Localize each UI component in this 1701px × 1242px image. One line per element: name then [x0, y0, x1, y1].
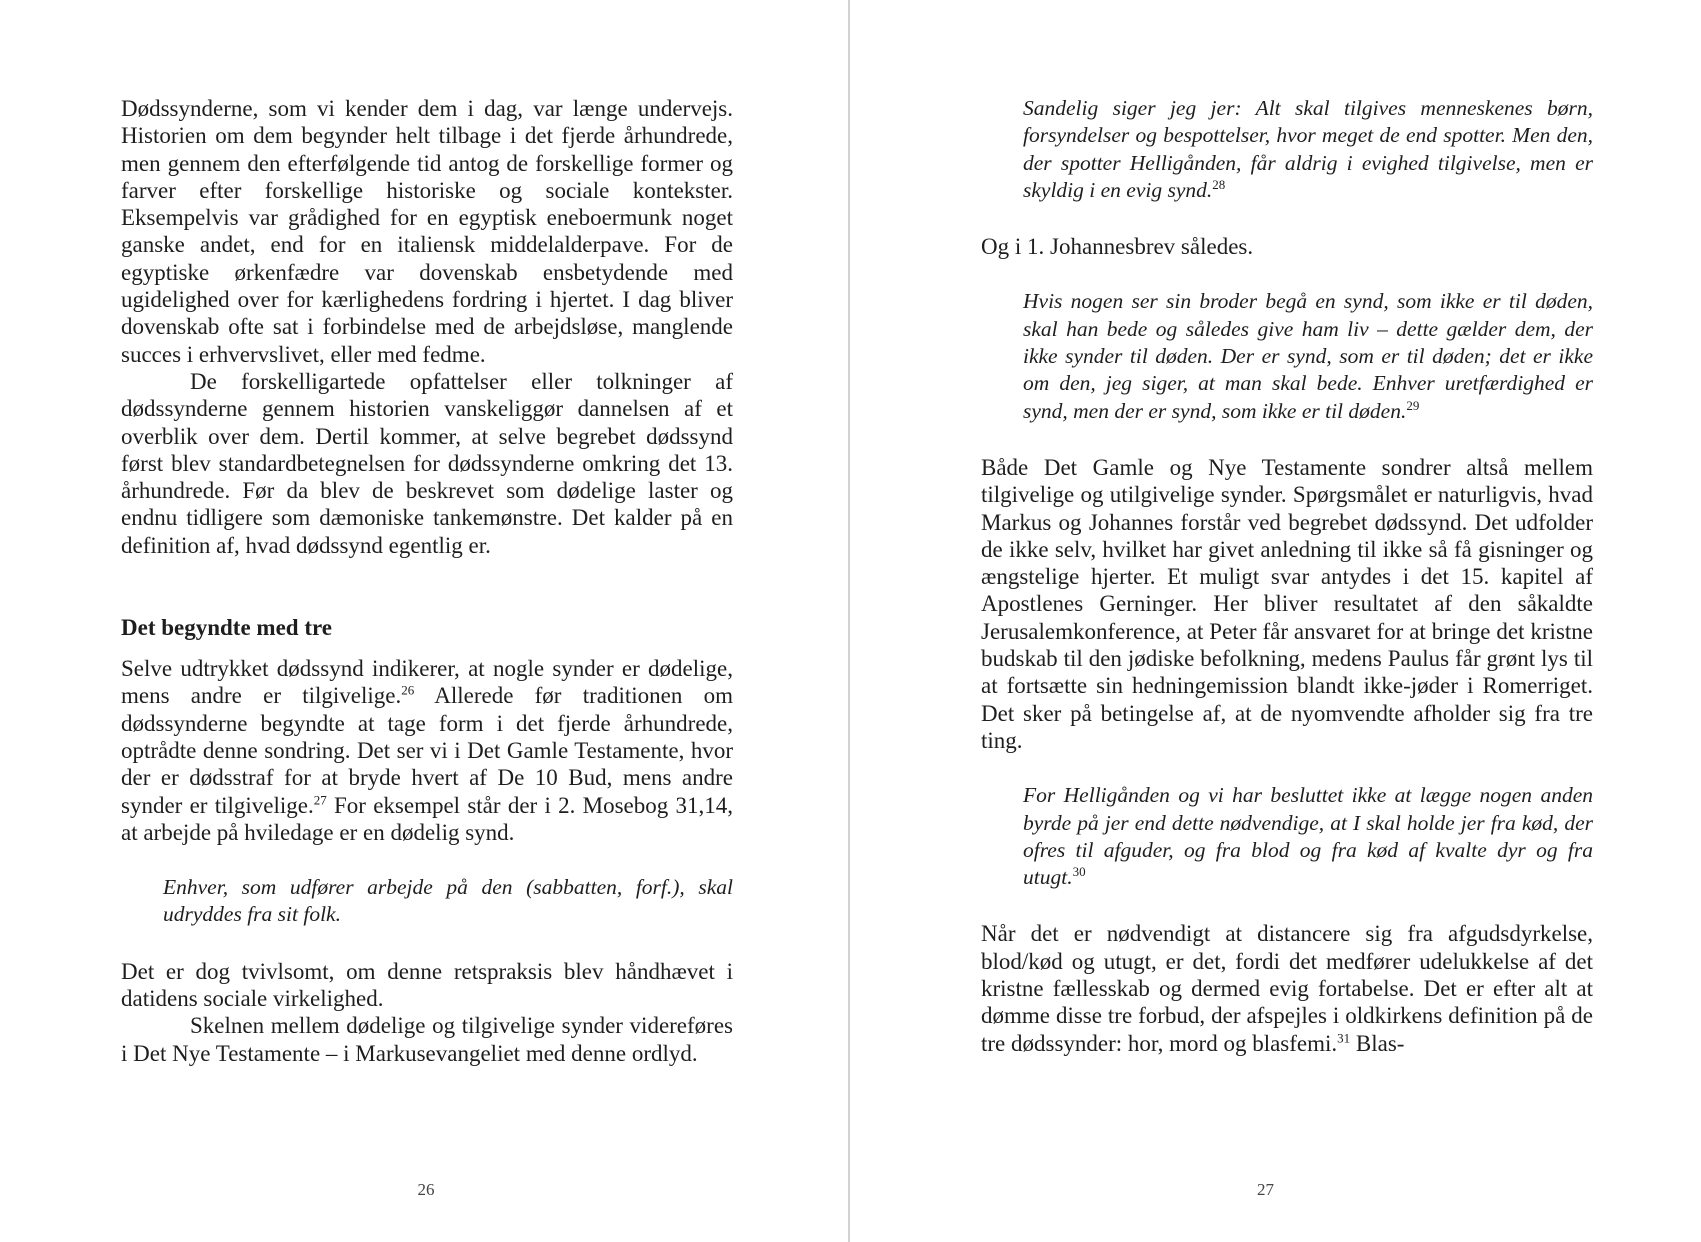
- paragraph-three-sins: [981, 920, 1593, 1056]
- left-page: [0, 0, 848, 1242]
- block-quote-exodus: [121, 874, 733, 929]
- paragraph-new-testament: Skelnen mellem dødelige og tilgivelige synder videreføres i Det Nye Testamente – i Markusevangeliet med denne ordlyd.: [121, 1013, 733, 1066]
- page-number: [850, 1180, 1701, 1200]
- page-number-text: 26: [417, 1180, 435, 1199]
- paragraph-text: Når det er nødvendigt at distancere sig fra afgudsdyrkelse, blod/kød og utugt, er det, fordi det medfører udelukkelse af det kristne fællesskab og dermed evig fortabelse. Det er efter alt at dømme disse tre forbud, der afspejles i oldkirkens definition på de tre dødssynder: hor, mord og blasfemi.: [981, 921, 1593, 1056]
- paragraph-deadly-sins: [121, 655, 733, 846]
- footnote-ref-26: 26: [401, 682, 415, 698]
- right-text-block: [981, 95, 1593, 1057]
- quote-text: Sandelig siger jeg jer: Alt skal tilgives menneskenes børn, forsyndelser og bespottelser, hvor meget de end spotter. Men den, der spotter Helligånden, får aldrig i evighed tilgivelse, men er skyldig i en evig synd.: [1023, 96, 1593, 202]
- right-page: [850, 0, 1701, 1242]
- paragraph-john: Og i 1. Johannesbrev således.: [981, 234, 1254, 260]
- paragraph-text: Selve udtrykket dødssynd indikerer, at nogle synder er dødelige, mens andre er tilgivelige.: [121, 656, 733, 709]
- block-quote-john: [981, 288, 1593, 424]
- paragraph-intro: Dødssynderne, som vi kender dem i dag, var længe undervejs. Historien om dem begynder helt tilbage i det fjerde århundrede, men gennem den efterfølgende tid antog de forskellige former og farver efter forskellige historiske og sociale kontekster. Eksempelvis var grådighed for en egyptisk eneboermunk noget ganske andet, end for en italiensk middelalderpave. For de egyptiske ørkenfædre var dovenskab ensbetydende med ugidelighed over for kærlighedens fordring i hjertet. I dag bliver dovenskab ofte sat i forbindelse med de arbejdsløse, manglende succes i erhvervslivet, eller med fedme.: [121, 96, 733, 367]
- block-quote-mark: [981, 95, 1593, 204]
- paragraph-overview: De forskelligartede opfattelser eller tolkninger af dødssynderne gennem historien vanskeliggør dannelsen af et overblik over dem. Dertil kommer, at selve begrebet dødssynd først blev standardbetegnelsen for dødssynderne omkring det 13. århundrede. Før da blev de beskrevet som dødelige laster og endnu tidligere som dæmoniske tankemønstre. Det kalder på en definition af, hvad dødssynd egentlig er.: [121, 368, 733, 558]
- block-quote-acts: [981, 782, 1593, 891]
- paragraph-text: Allerede før traditionen om dødssynderne begyndte at tage form i det fjerde århundrede, optrådte denne sondring. Det ser vi i Det Gamle Testamente, hvor der er dødsstraf for at bryde hvert af De 10 Bud, mens andre synder er tilgivelige.: [121, 683, 733, 818]
- left-text-block: [121, 95, 733, 1067]
- section-heading: Det begyndte med tre: [121, 615, 332, 641]
- page-number: [0, 1180, 848, 1200]
- paragraph-doubt: Det er dog tvivlsomt, om denne retspraksis blev håndhævet i datidens sociale virkelighed.: [121, 958, 733, 1012]
- paragraph-text: For eksempel står der i 2. Mosebog 31,14, at arbejde på hviledage er en dødelig synd.: [121, 792, 733, 845]
- footnote-ref-28: 28: [1212, 176, 1226, 192]
- paragraph-text: Blas-: [1350, 1030, 1405, 1056]
- quote-text: For Helligånden og vi har besluttet ikke at lægge nogen anden byrde på jer end dette nødvendige, at I skal holde jer fra kød, der ofres til afguder, og fra blod og fra kød af kvalte dyr og fra utugt.: [1023, 783, 1593, 890]
- quote-text: Enhver, som udfører arbejde på den (sabbatten, forf.), skal udryddes fra sit folk.: [163, 875, 733, 927]
- footnote-ref-27: 27: [313, 791, 327, 807]
- footnote-ref-30: 30: [1072, 863, 1086, 879]
- footnote-ref-31: 31: [1337, 1029, 1351, 1045]
- footnote-ref-29: 29: [1406, 397, 1420, 413]
- page-number-text: 27: [1257, 1180, 1274, 1199]
- quote-text: Hvis nogen ser sin broder begå en synd, som ikke er til døden, skal han bede og således give ham liv – dette gælder dem, der ikke synder til døden. Der er synd, som er til døden; det er ikke om den, jeg siger, at man skal bede. Enhver uretfærdighed er synd, men der er synd, som ikke er til døden.: [1023, 289, 1593, 423]
- paragraph-acts: Både Det Gamle og Nye Testamente sondrer altså mellem tilgivelige og utilgivelige synder. Spørgsmålet er naturligvis, hvad Markus og Johannes forstår ved begrebet dødssynd. Det udfolder de ikke selv, hvilket har givet anledning til ikke så få gisninger og ængstelige hjerter. Et muligt svar antydes i det 15. kapitel af Apostlenes Gerninger. Her bliver resultatet af den såkaldte Jerusalemkonference, at Peter får ansvaret for at bringe det kristne budskab til den jødiske befolkning, medens Paulus får grønt lys til at fortsætte sin hedningemission blandt ikke-jøder i Romerriget. Det sker på betingelse af, at de nyomvendte afholder sig fra tre ting.: [981, 454, 1593, 753]
